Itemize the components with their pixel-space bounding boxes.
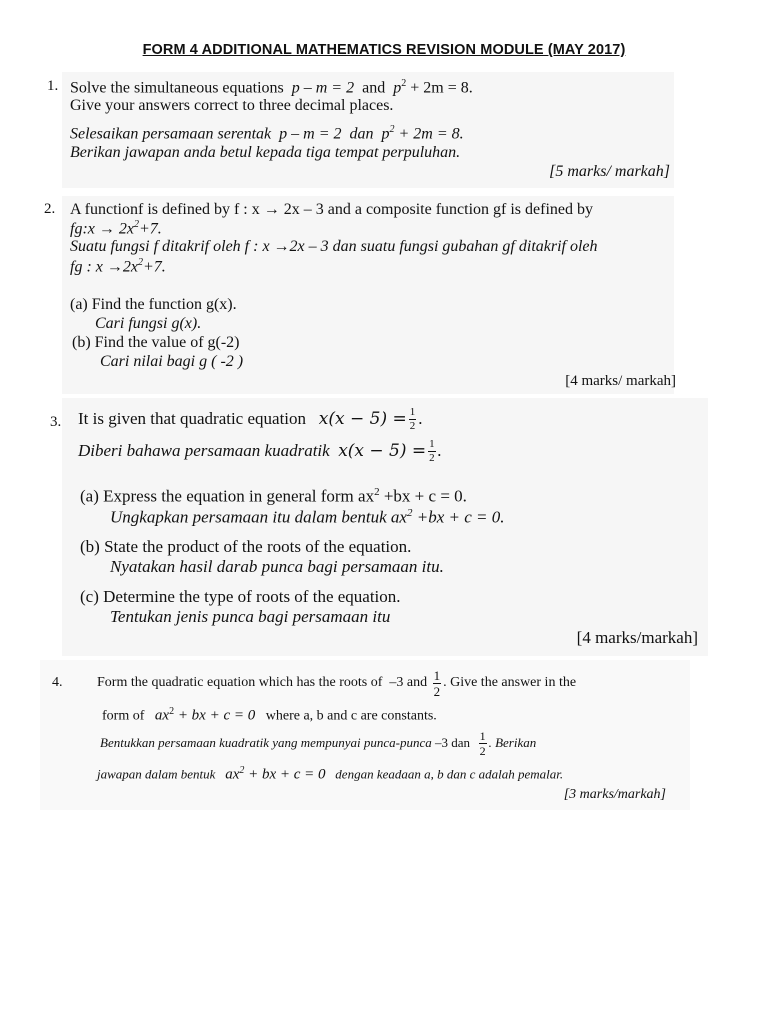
q2-english-line-1: A functionf is defined by f : x → 2x – 3 and a composite function gf is defined by	[70, 201, 594, 218]
q3-part-a-english: (a) Express the equation in general form $ax^2 +bx + c = 0$.	[80, 486, 467, 506]
question-number: 1.	[47, 78, 59, 94]
q3-part-c-malay: Tentukan jenis punca bagi persamaan itu	[110, 607, 391, 626]
q3-part-b-english: (b) State the product of the roots of the equation.	[80, 537, 412, 556]
q2-marks: [4 marks/ markah]	[565, 373, 676, 389]
fraction-one-half: $\frac{1}{2}$	[429, 437, 435, 464]
q1-malay-line-2: Berikan jawapan anda betul kepada tiga tempat perpuluhan.	[70, 144, 461, 161]
q1-marks: [5 marks/ markah]	[549, 163, 670, 180]
question-number: 2.	[44, 201, 56, 217]
q3-part-b-malay: Nyatakan hasil darab punca bagi persamaan itu.	[110, 557, 444, 576]
q2-part-b-malay: Cari nilai bagi g ( -2 )	[100, 353, 244, 370]
fraction-one-half: $\frac{1}{2}$	[433, 667, 441, 699]
q2-english-line-2: fg:x → $2x^2+7$.	[70, 219, 162, 238]
fraction-one-half: $\frac{1}{2}$	[479, 728, 486, 758]
q4-malay-line-2: jawapan dalam bentuk $ax^2$ + bx + c = 0 dengan keadaan a, b dan c adalah pemalar.	[97, 765, 564, 783]
fraction-one-half: $\frac{1}{2}$	[409, 405, 416, 432]
question-number: 4.	[52, 675, 63, 690]
q3-malay-intro: Diberi bahawa persamaan kuadratik x(x − 5) = $\frac{1}{2}$ .	[78, 437, 442, 464]
q4-marks: [3 marks/markah]	[563, 787, 666, 802]
q3-english-intro: It is given that quadratic equation x(x − 5) = $\frac{1}{2}$ .	[78, 405, 423, 432]
q1-english-line-1: Solve the simultaneous equations p – m = 2 and $p^2 + 2m = 8$.	[70, 78, 473, 97]
q4-malay-line-1: Bentukkan persamaan kuadratik yang mempunyai punca-punca –3 dan $\frac{1}{2}$ . Berikan	[100, 728, 537, 758]
q3-marks: [4 marks/markah]	[576, 628, 698, 647]
question-number: 3.	[50, 414, 62, 430]
q4-english-line-1: Form the quadratic equation which has the roots of –3 and $\frac{1}{2}$ . Give the answer in the	[97, 667, 577, 699]
q1-malay-line-1: Selesaikan persamaan serentak p – m = 2 dan $p^2 + 2m = 8$.	[70, 124, 464, 143]
q2-malay-line-1: Suatu fungsi f ditakrif oleh f : x →2x – 3 dan suatu fungsi gubahan gf ditakrif oleh	[70, 238, 598, 255]
q2-part-a-english: (a) Find the function g(x).	[70, 296, 237, 313]
q3-part-a-malay: Ungkapkan persamaan itu dalam bentuk $ax^2 +bx + c = 0$.	[110, 507, 505, 527]
q3-part-c-english: (c) Determine the type of roots of the equation.	[80, 587, 401, 606]
page-title: FORM 4 ADDITIONAL MATHEMATICS REVISION MODULE (MAY 2017)	[142, 42, 626, 58]
q2-part-b-english: (b) Find the value of g(-2)	[72, 334, 240, 351]
q4-english-line-2: form of $ax^2$ + bx + c = 0 where a, b and c are constants.	[102, 706, 437, 724]
q2-malay-line-2: fg : $x \to 2x^2+7$.	[70, 257, 166, 276]
q2-part-a-malay: Cari fungsi g(x).	[95, 315, 202, 332]
q1-english-line-2: Give your answers correct to three decimal places.	[70, 97, 394, 114]
